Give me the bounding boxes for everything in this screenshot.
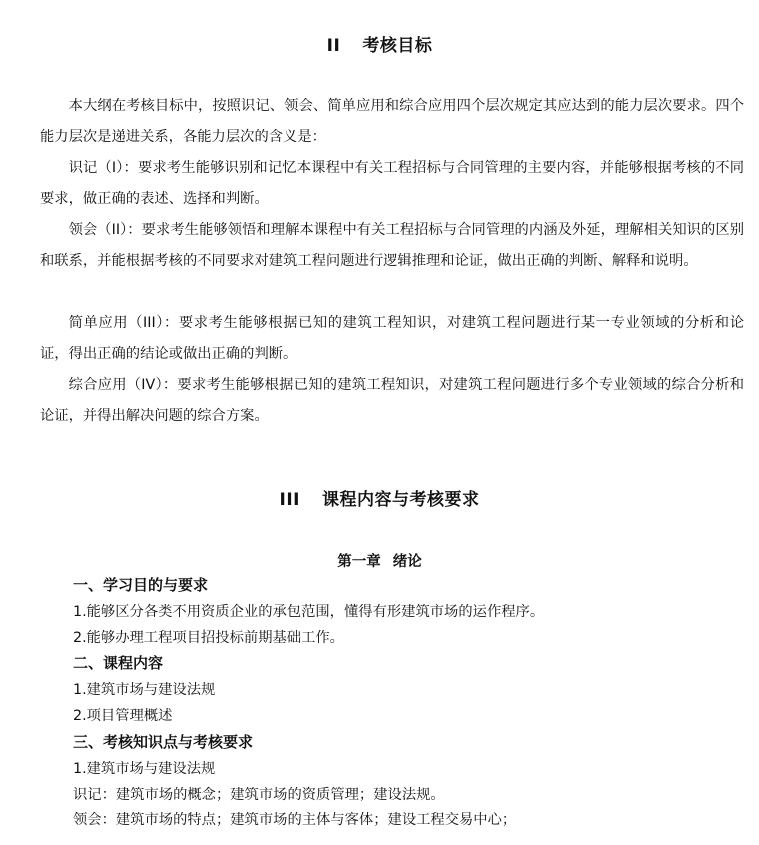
section-heading-assessment-objectives — [0, 31, 759, 56]
section-title: 课程内容与考核要求 — [321, 490, 480, 510]
list-item: 领会：建筑市场的特点；建筑市场的主体与客体；建设工程交易中心； — [73, 812, 517, 828]
chapter-heading — [0, 550, 759, 571]
section-number: III — [279, 490, 300, 510]
level-comprehensive-application-paragraph: 综合应用（IV）：要求考生能够根据已知的建筑工程知识，对建筑工程问题进行多个专业领域的综合分析和论证，并得出解决问题的综合方案。 — [40, 377, 744, 424]
list-item: 2.项目管理概述 — [73, 708, 173, 724]
section-title: 考核目标 — [362, 36, 433, 56]
level-recall-paragraph: 识记（I）：要求考生能够识别和记忆本课程中有关工程招标与合同管理的主要内容，并能够根据考核的不同要求，做正确的表述、选择和判断。 — [40, 160, 744, 207]
subheading-assessment-points: 三、考核知识点与考核要求 — [73, 733, 254, 751]
level-comprehension-paragraph: 领会（II）：要求考生能够领悟和理解本课程中有关工程招标与合同管理的内涵及外延，理解相关知识的区别和联系，并能根据考核的不同要求对建筑工程问题进行逻辑推理和论证，做出正确的判断、解释和说明。 — [40, 222, 744, 269]
section-number: II — [326, 36, 341, 56]
list-item: 2.能够办理工程项目招投标前期基础工作。 — [73, 630, 344, 646]
chapter-title: 绪论 — [392, 554, 422, 570]
list-item: 1.建筑市场与建设法规 — [73, 682, 216, 698]
subheading-learning-goals: 一、学习目的与要求 — [73, 576, 209, 594]
list-item: 1.建筑市场与建设法规 — [73, 761, 216, 777]
section-heading-course-content — [0, 485, 759, 510]
level-simple-application-paragraph: 简单应用（III）：要求考生能够根据已知的建筑工程知识，对建筑工程问题进行某一专业领域的分析和论证，得出正确的结论或做出正确的判断。 — [40, 315, 744, 362]
list-item: 识记：建筑市场的概念；建筑市场的资质管理；建设法规。 — [73, 787, 445, 803]
subheading-course-content: 二、课程内容 — [73, 654, 164, 672]
list-item: 1.能够区分各类不用资质企业的承包范围，懂得有形建筑市场的运作程序。 — [73, 604, 545, 620]
chapter-label: 第一章 — [337, 554, 381, 570]
intro-paragraph: 本大纲在考核目标中，按照识记、领会、简单应用和综合应用四个层次规定其应达到的能力层次要求。四个能力层次是递进关系，各能力层次的含义是： — [40, 98, 744, 145]
